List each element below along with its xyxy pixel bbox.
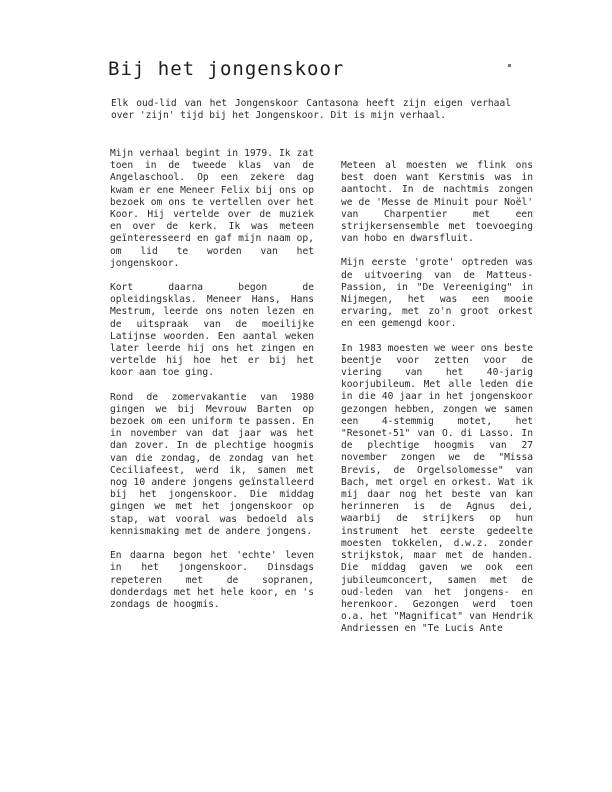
paragraph: En daarna begon het 'echte' leven in het jongenskoor. Dinsdags repeteren met de sopranen, donderdags met het hele koor, en 's zondags de hoogmis. [110, 550, 314, 610]
paragraph: In 1983 moesten we weer ons beste beentje voor zetten voor de viering van het 40-jarig koorjubileum. Met alle leden die in die 40 jaar in het jongenskoor gezongen hebben, zongen we samen een 4-stemmig motet, het "Resonet-51" van O. di Lasso. In de plechtige hoogmis van 27 november zongen we de "Missa Brevis, de Orgelsolomesse" van Bach, met orgel en orkest. Wat ik mij daar nog het beste van kan herinneren is de Agnus dei, waarbij de strijkers op hun instrument het eerste gedeelte moesten tokkelen, d.w.z. zonder strijkstok, maar met de handen. Die middag gaven we ook een jubileumconcert, samen met de oud-leden van het jongens- en herenkoor. Gezongen werd toen o.a. het "Magnificat" van Hendrik Andriessen en "Te Lucis Ante [341, 342, 533, 635]
paragraph: Mijn eerste 'grote' optreden was de uitvoering van de Matteus-Passion, in "De Vereeniging" in Nijmegen, het was een mooie ervaring, met zo'n groot orkest en een gemengd koor. [341, 257, 533, 330]
paragraph: Mijn verhaal begint in 1979. Ik zat toen in de tweede klas van de Angelaschool. Op een zekere dag kwam er ene Meneer Felix bij ons op bezoek om ons te vertellen over het Koor. Hij vertelde over de muziek en over de kerk. Ik was meteen geïnteresseerd en gaf mijn naam op, om lid te worden van het jongenskoor. [110, 148, 314, 269]
left-column [110, 148, 314, 611]
stray-mark [508, 64, 511, 67]
right-column [341, 160, 533, 636]
paragraph: Meteen al moesten we flink ons best doen want Kerstmis was in aantocht. In de nachtmis zongen we de 'Messe de Minuit pour Noël' van Charpentier met een strijkersensemble met toevoeging van hobo en dwarsfluit. [341, 160, 533, 245]
intro-paragraph: Elk oud-lid van het Jongenskoor Cantasona heeft zijn eigen verhaal over 'zijn' tijd bij het Jongenskoor. Dit is mijn verhaal. [111, 98, 511, 122]
paragraph: Kort daarna begon de opleidingsklas. Meneer Hans, Hans Mestrum, leerde ons noten lezen en de uitspraak van de moeilijke Latijnse woorden. Een aantal weken later leerde hij ons het zingen en vertelde hij hoe het er bij het koor aan toe ging. [110, 282, 314, 379]
paragraph: Rond de zomervakantie van 1980 gingen we bij Mevrouw Barten op bezoek om een uniform te passen. En in november van dat jaar was het dan zover. In de plechtige hoogmis van die zondag, de zondag van het Ceciliafeest, werd ik, samen met nog 10 andere jongens geïnstalleerd bij het jongenskoor. Die middag gingen we met het jongenskoor op stap, wat vooral was bedoeld als kennismaking met de andere jongens. [110, 391, 314, 537]
page-title: Bij het jongenskoor [108, 58, 345, 80]
